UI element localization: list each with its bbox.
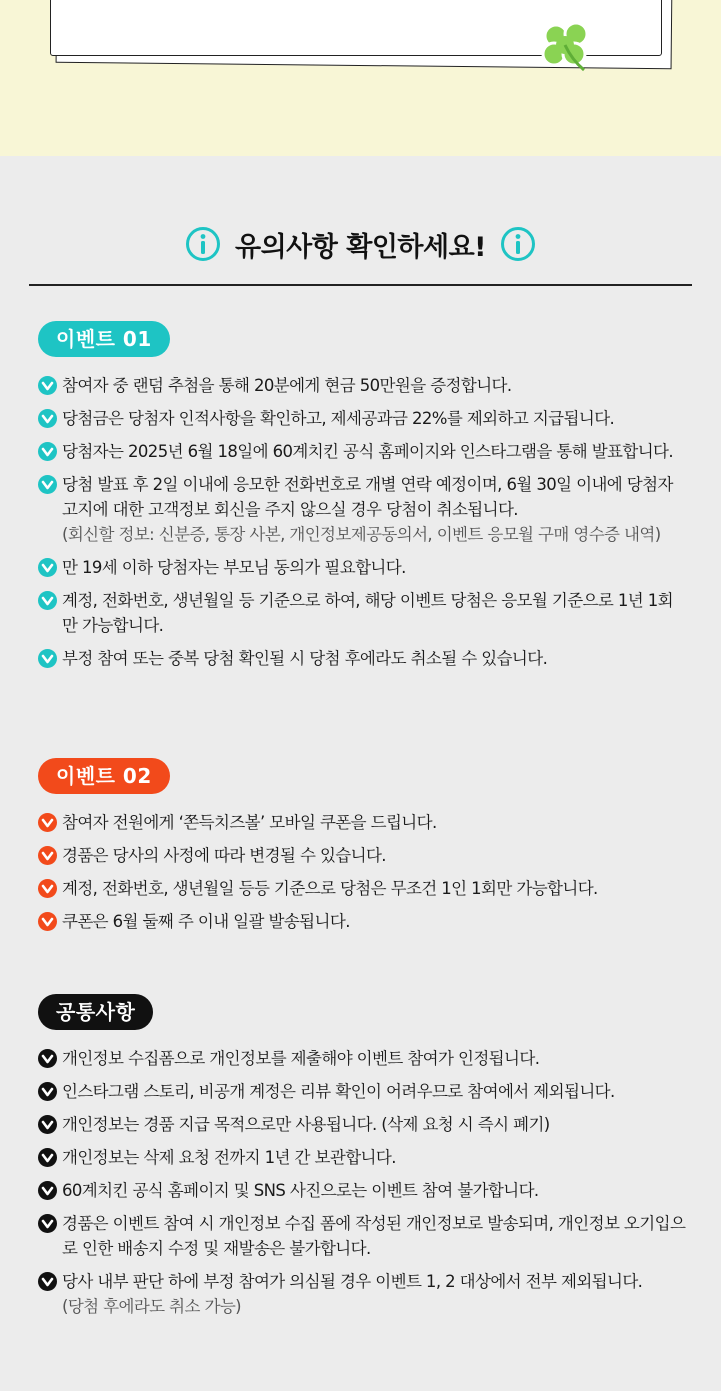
check-icon (38, 1115, 57, 1134)
list-item (38, 909, 688, 934)
list-item-text: 부정 참여 또는 중복 당첨 확인될 시 당첨 후에라도 취소될 수 있습니다. (62, 649, 548, 668)
list-item-text: 경품은 당사의 사정에 따라 변경될 수 있습니다. (62, 846, 386, 865)
check-icon (38, 1181, 57, 1200)
list-item-text: 60계치킨 공식 홈페이지 및 SNS 사진으로는 이벤트 참여 불가합니다. (62, 1181, 539, 1200)
event1-list (38, 373, 688, 671)
list-item-text: 당첨자는 2025년 6월 18일에 60계치킨 공식 홈페이지와 인스타그램을 통해 발표합니다. (62, 442, 674, 461)
list-item-text: 개인정보는 삭제 요청 전까지 1년 간 보관합니다. (62, 1148, 396, 1167)
list-item (38, 406, 688, 431)
info-icon (500, 226, 536, 262)
event1-label: 이벤트 01 (38, 321, 170, 357)
list-item (38, 1046, 688, 1071)
check-icon (38, 409, 57, 428)
check-icon (38, 879, 57, 898)
list-item (38, 843, 688, 868)
common-section (38, 994, 688, 1327)
check-icon (38, 1082, 57, 1101)
list-item-text: 계정, 전화번호, 생년월일 등 기준으로 하여, 해당 이벤트 당첨은 응모월 기준으로 1년 1회만 가능합니다. (62, 591, 673, 635)
event2-section (38, 758, 688, 942)
common-list (38, 1046, 688, 1319)
check-icon (38, 376, 57, 395)
list-item-text: 개인정보는 경품 지급 목적으로만 사용됩니다. (삭제 요청 시 즉시 폐기) (62, 1115, 550, 1134)
list-item-text: 인스타그램 스토리, 비공개 계정은 리뷰 확인이 어려우므로 참여에서 제외됩니다. (62, 1082, 615, 1101)
check-icon (38, 813, 57, 832)
check-icon (38, 558, 57, 577)
list-item (38, 876, 688, 901)
list-item (38, 1178, 688, 1203)
list-item-text: 쿠폰은 6월 둘째 주 이내 일괄 발송됩니다. (62, 912, 350, 931)
event2-list (38, 810, 688, 934)
common-label: 공통사항 (38, 994, 153, 1030)
check-icon (38, 1049, 57, 1068)
list-item (38, 1145, 688, 1170)
list-item (38, 810, 688, 835)
divider-line (29, 284, 692, 286)
check-icon (38, 442, 57, 461)
list-item-text: 경품은 이벤트 참여 시 개인정보 수집 폼에 작성된 개인정보로 발송되며, 개인정보 오기입으로 인한 배송지 수정 및 재발송은 불가합니다. (62, 1214, 686, 1258)
check-icon (38, 591, 57, 610)
list-item-text: 개인정보 수집폼으로 개인정보를 제출해야 이벤트 참여가 인정됩니다. (62, 1049, 540, 1068)
list-item-text: 참여자 중 랜덤 추첨을 통해 20분에게 현금 50만원을 증정합니다. (62, 376, 512, 395)
info-icon (185, 226, 221, 262)
check-icon (38, 649, 57, 668)
clover-icon (532, 14, 602, 76)
event2-label: 이벤트 02 (38, 758, 170, 794)
list-item (38, 1211, 688, 1261)
list-item (38, 646, 688, 671)
event1-section (38, 321, 688, 679)
list-item (38, 1269, 688, 1319)
list-item-text: 당사 내부 판단 하에 부정 참여가 의심될 경우 이벤트 1, 2 대상에서 전부 제외됩니다. (62, 1272, 643, 1291)
list-item (38, 373, 688, 398)
list-item (38, 588, 688, 638)
check-icon (38, 1148, 57, 1167)
notice-heading (0, 222, 721, 266)
list-item-text: 당첨금은 당첨자 인적사항을 확인하고, 제세공과금 22%를 제외하고 지급됩니다. (62, 409, 615, 428)
list-item (38, 472, 688, 547)
notice-title: 유의사항 확인하세요! (235, 231, 486, 263)
check-icon (38, 1214, 57, 1233)
check-icon (38, 846, 57, 865)
top-banner-area (0, 0, 721, 156)
check-icon (38, 912, 57, 931)
list-item-text: 참여자 전원에게 ‘쫀득치즈볼’ 모바일 쿠폰을 드립니다. (62, 813, 437, 832)
list-item-text: 당첨 발표 후 2일 이내에 응모한 전화번호로 개별 연락 예정이며, 6월 30일 이내에 당첨자 고지에 대한 고객정보 회신을 주지 않으실 경우 당첨이 취소됩니다. (62, 475, 673, 519)
list-item-text: 계정, 전화번호, 생년월일 등등 기준으로 당첨은 무조건 1인 1회만 가능합니다. (62, 879, 598, 898)
list-item-note: (당첨 후에라도 취소 가능) (62, 1297, 241, 1316)
list-item-text: 만 19세 이하 당첨자는 부모님 동의가 필요합니다. (62, 558, 406, 577)
list-item (38, 555, 688, 580)
check-icon (38, 1272, 57, 1291)
check-icon (38, 475, 57, 494)
list-item (38, 439, 688, 464)
list-item (38, 1112, 688, 1137)
list-item (38, 1079, 688, 1104)
list-item-note: (회신할 정보: 신분증, 통장 사본, 개인정보제공동의서, 이벤트 응모월 구매 영수증 내역) (62, 525, 661, 544)
